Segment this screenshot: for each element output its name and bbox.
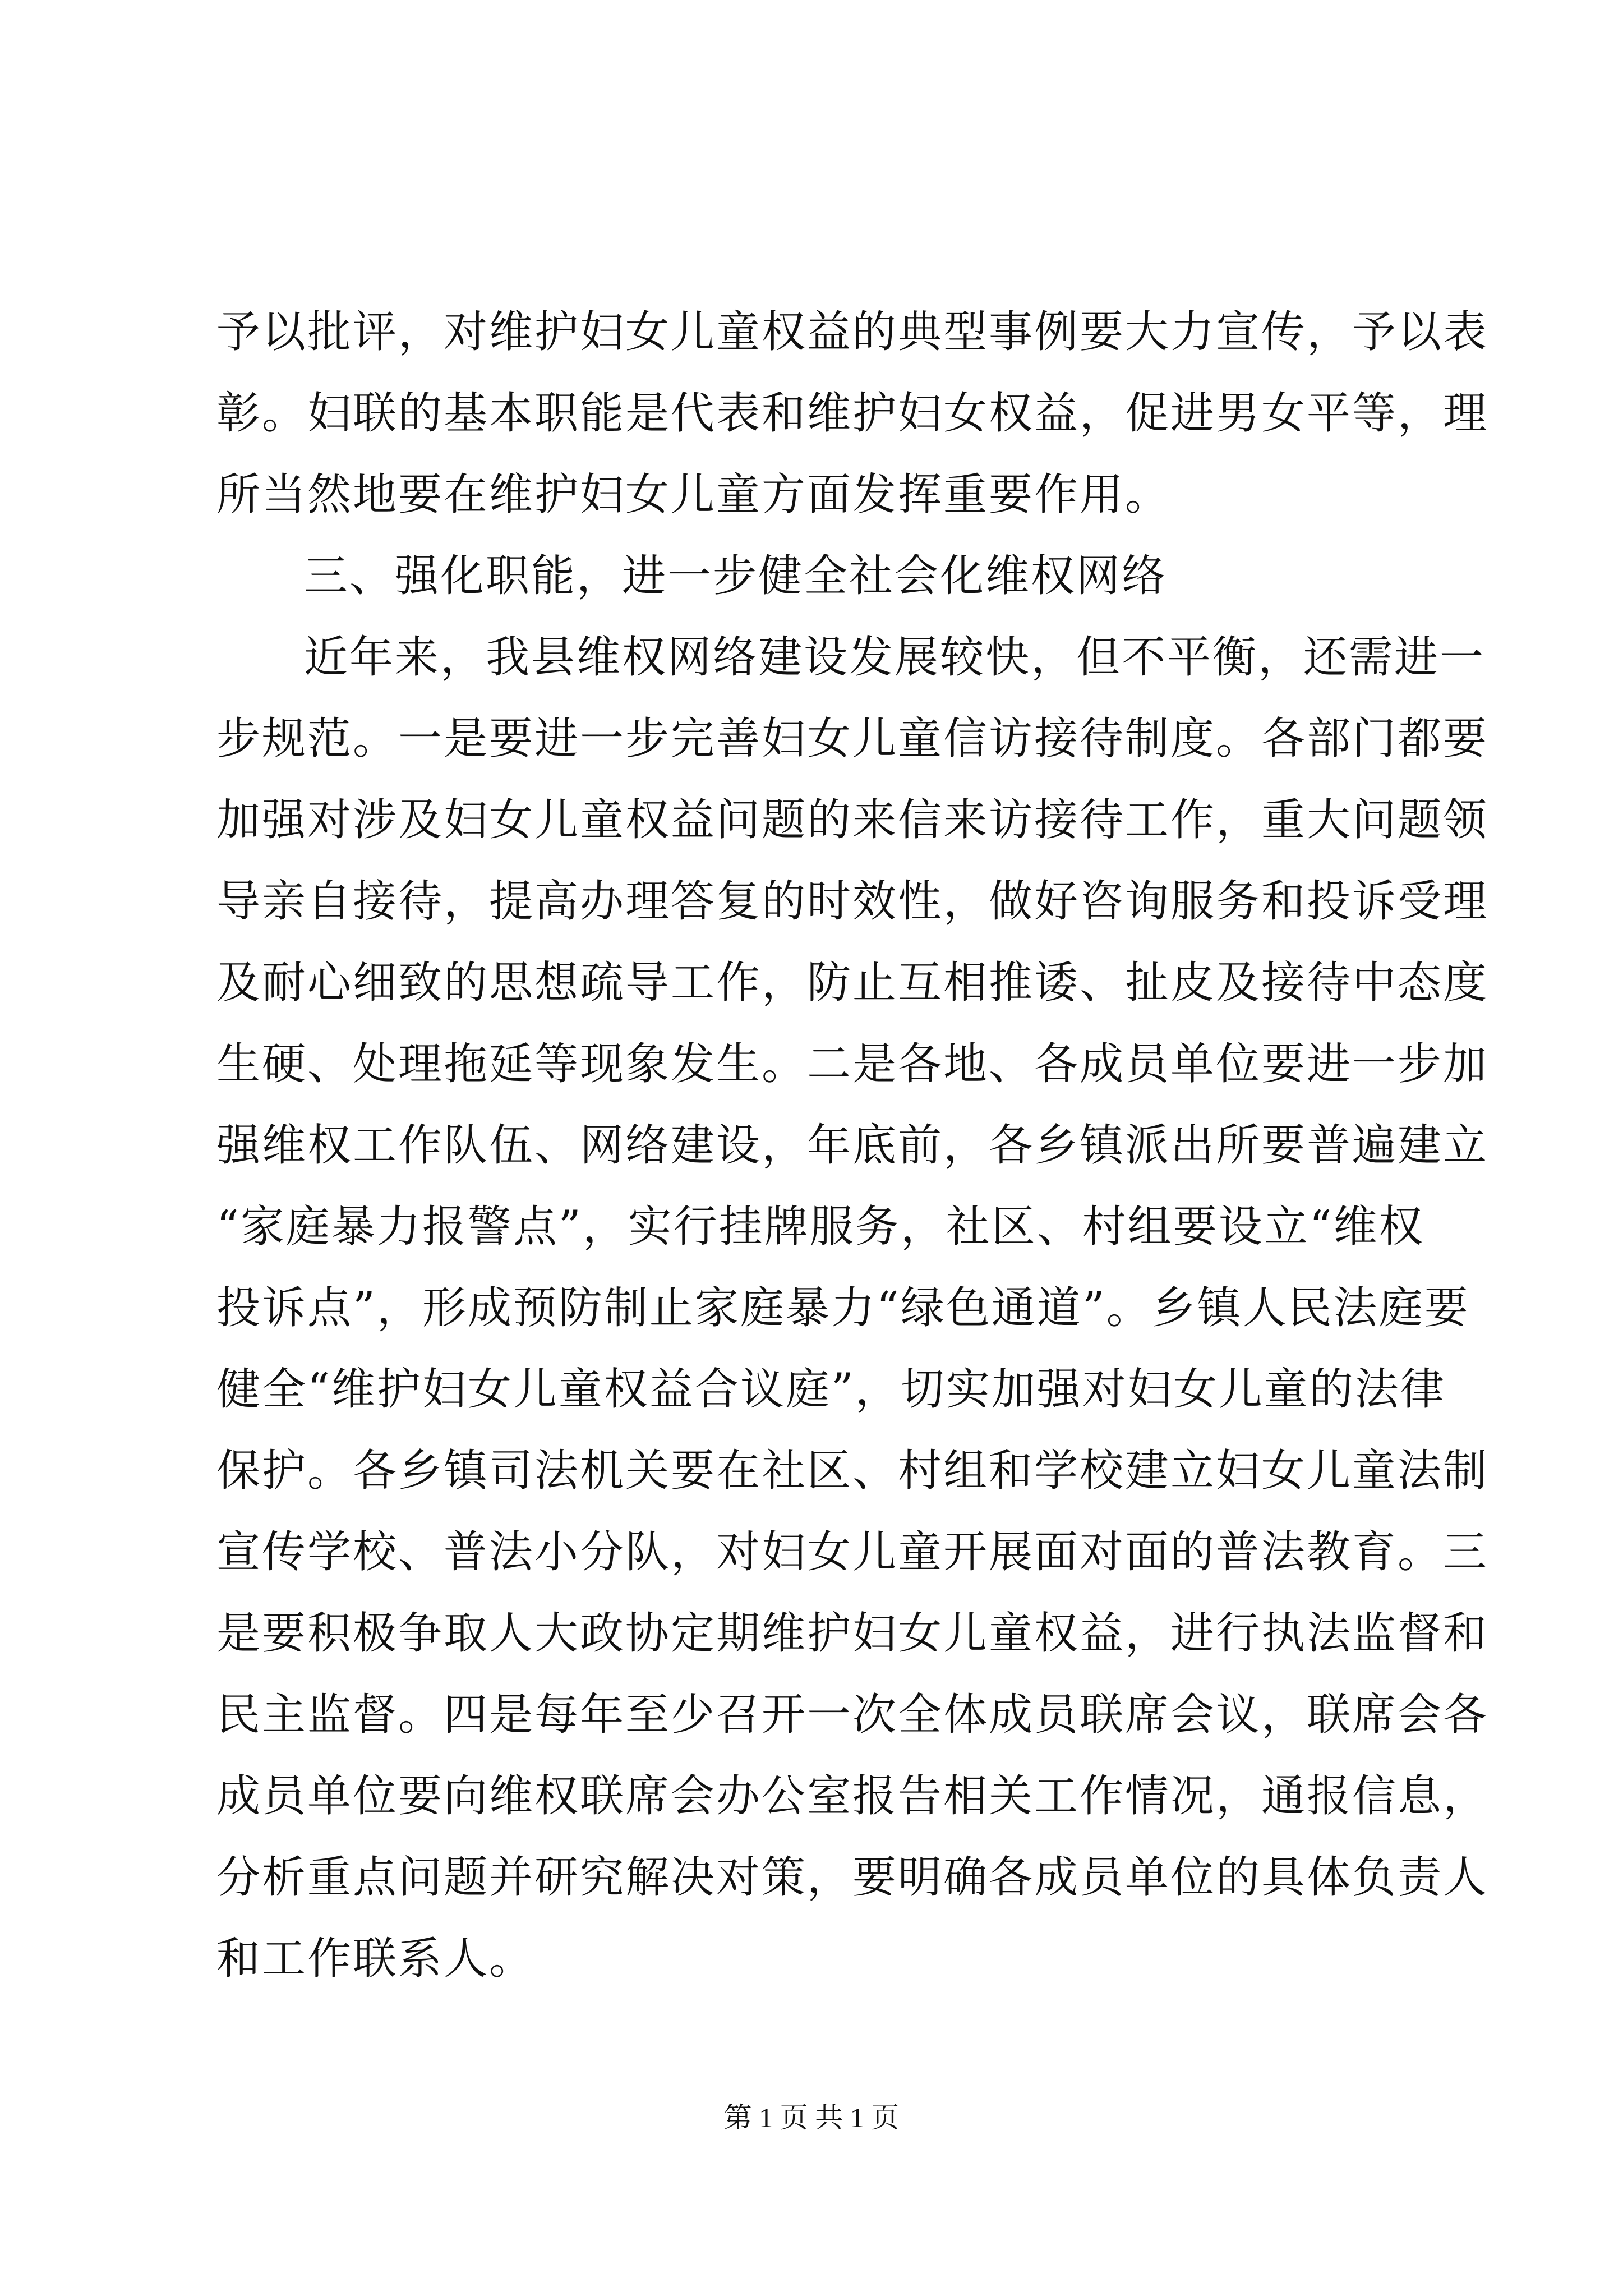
body-line-15: 保护。各乡镇司法机关要在社区、村组和学校建立妇女儿童法制 (216, 1446, 1489, 1496)
body-line-2: 彰。妇联的基本职能是代表和维护妇女权益，促进男女平等，理 (216, 388, 1489, 439)
body-line-7: 加强对涉及妇女儿童权益问题的来信来访接待工作，重大问题领 (216, 795, 1489, 845)
body-line-8: 导亲自接待，提高办理答复的时效性，做好咨询服务和投诉受理 (216, 876, 1489, 927)
page-footer: 第 1 页 共 1 页 (723, 2102, 900, 2133)
body-line-10: 生硬、处理拖延等现象发生。二是各地、各成员单位要进一步加 (216, 1039, 1489, 1089)
body-line-14: 健全“维护妇女儿童权益合议庭”，切实加强对妇女儿童的法律 (216, 1364, 1446, 1415)
body-line-19: 成员单位要向维权联席会办公室报告相关工作情况，通报信息， (216, 1771, 1489, 1821)
body-line-1: 予以批评，对维护妇女儿童权益的典型事例要大力宣传，予以表 (216, 307, 1489, 357)
body-line-12: “家庭暴力报警点”，实行挂牌服务，社区、村组要设立“维权 (216, 1202, 1424, 1252)
body-line-18: 民主监督。四是每年至少召开一次全体成员联席会议，联席会各 (216, 1690, 1489, 1740)
body-line-20: 分析重点问题并研究解决对策，要明确各成员单位的具体负责人 (216, 1852, 1489, 1903)
body-line-3: 所当然地要在维护妇女儿童方面发挥重要作用。 (216, 470, 1171, 520)
document-body (216, 292, 1489, 2000)
body-line-13: 投诉点”，形成预防制止家庭暴力“绿色通道”。乡镇人民法庭要 (216, 1283, 1470, 1333)
section-heading: 三、强化职能，进一步健全社会化维权网络 (304, 551, 1168, 601)
body-line-11: 强维权工作队伍、网络建设，年底前，各乡镇派出所要普遍建立 (216, 1120, 1489, 1171)
body-line-9: 及耐心细致的思想疏导工作，防止互相推诿、扯皮及接待中态度 (216, 958, 1489, 1008)
body-line-6: 步规范。一是要进一步完善妇女儿童信访接待制度。各部门都要 (216, 714, 1489, 764)
body-line-21: 和工作联系人。 (216, 1934, 535, 1984)
body-line-16: 宣传学校、普法小分队，对妇女儿童开展面对面的普法教育。三 (216, 1527, 1489, 1577)
body-line-5: 近年来，我县维权网络建设发展较快，但不平衡，还需进一 (304, 632, 1486, 683)
body-line-17: 是要积极争取人大政协定期维护妇女儿童权益，进行执法监督和 (216, 1608, 1489, 1659)
